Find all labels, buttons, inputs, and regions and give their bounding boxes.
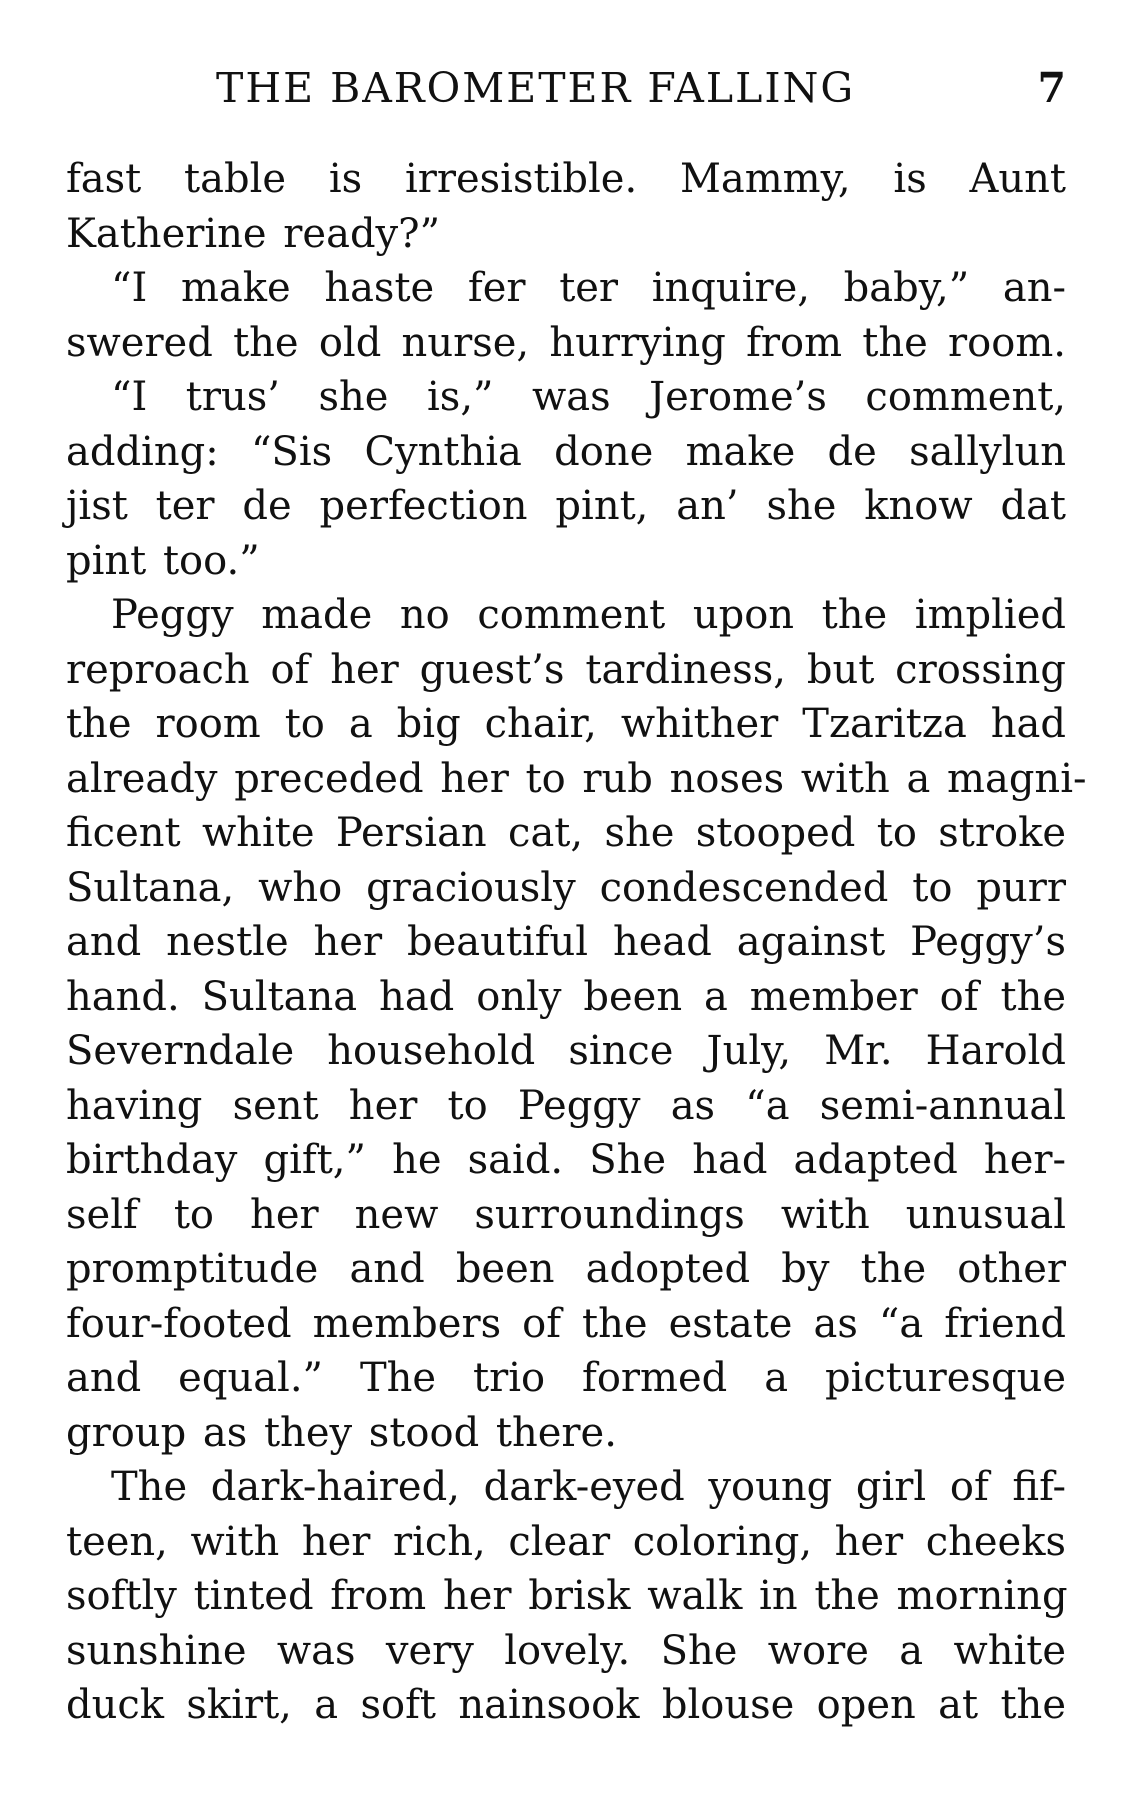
body-text — [66, 152, 1087, 1733]
text-line: Severndale household since July, Mr. Harold — [66, 1028, 1066, 1074]
text-line: hand. Sultana had only been a member of the — [66, 973, 1066, 1020]
text-line: already preceded her to rub noses with a magni- — [66, 755, 1087, 802]
text-line: and equal.” The trio formed a picturesque — [66, 1355, 1066, 1401]
text-line: softly tinted from her brisk walk in the morning — [66, 1573, 1068, 1619]
text-line: duck skirt, a soft nainsook blouse open at the — [66, 1682, 1066, 1728]
text-line: jist ter de perfection pint, an’ she know dat — [66, 483, 1066, 529]
text-line: “I trus’ she is,” was Jerome’s comment, — [111, 374, 1066, 420]
text-line: reproach of her guest’s tardiness, but crossing — [66, 646, 1066, 693]
text-line: promptitude and been adopted by the other — [66, 1246, 1066, 1292]
text-line: adding: “Sis Cynthia done make de sallylun — [66, 428, 1066, 475]
text-line: group as they stood there. — [66, 1409, 617, 1456]
text-line: the room to a big chair, whither Tzaritza had — [66, 701, 1066, 747]
text-line: pint too.” — [66, 537, 260, 584]
text-line: fast table is irresistible. Mammy, is Aunt — [66, 156, 1066, 202]
text-line: sunshine was very lovely. She wore a white — [66, 1627, 1066, 1674]
running-head — [66, 58, 1066, 118]
page-number: 7 — [1037, 64, 1066, 112]
text-line: self to her new surroundings with unusual — [66, 1191, 1066, 1238]
text-line: Sultana, who graciously condescended to purr — [66, 864, 1066, 911]
text-line: four-footed members of the estate as “a friend — [66, 1300, 1066, 1347]
text-line: teen, with her rich, clear coloring, her cheeks — [66, 1518, 1066, 1565]
text-line: swered the old nurse, hurrying from the room. — [66, 319, 1066, 366]
text-line: “I make haste fer ter inquire, baby,” an- — [111, 265, 1066, 311]
text-line: birthday gift,” he said. She had adapted her- — [66, 1137, 1066, 1183]
text-line: Peggy made no comment upon the implied — [111, 592, 1066, 638]
text-line: The dark-haired, dark-eyed young girl of fif- — [111, 1464, 1066, 1510]
running-title: THE BAROMETER FALLING — [216, 64, 856, 112]
text-line: and nestle her beautiful head against Peggy’s — [66, 919, 1066, 965]
text-line: ficent white Persian cat, she stooped to stroke — [66, 810, 1066, 856]
text-line: having sent her to Peggy as “a semi-annual — [66, 1082, 1066, 1129]
text-line: Katherine ready?” — [66, 210, 441, 257]
